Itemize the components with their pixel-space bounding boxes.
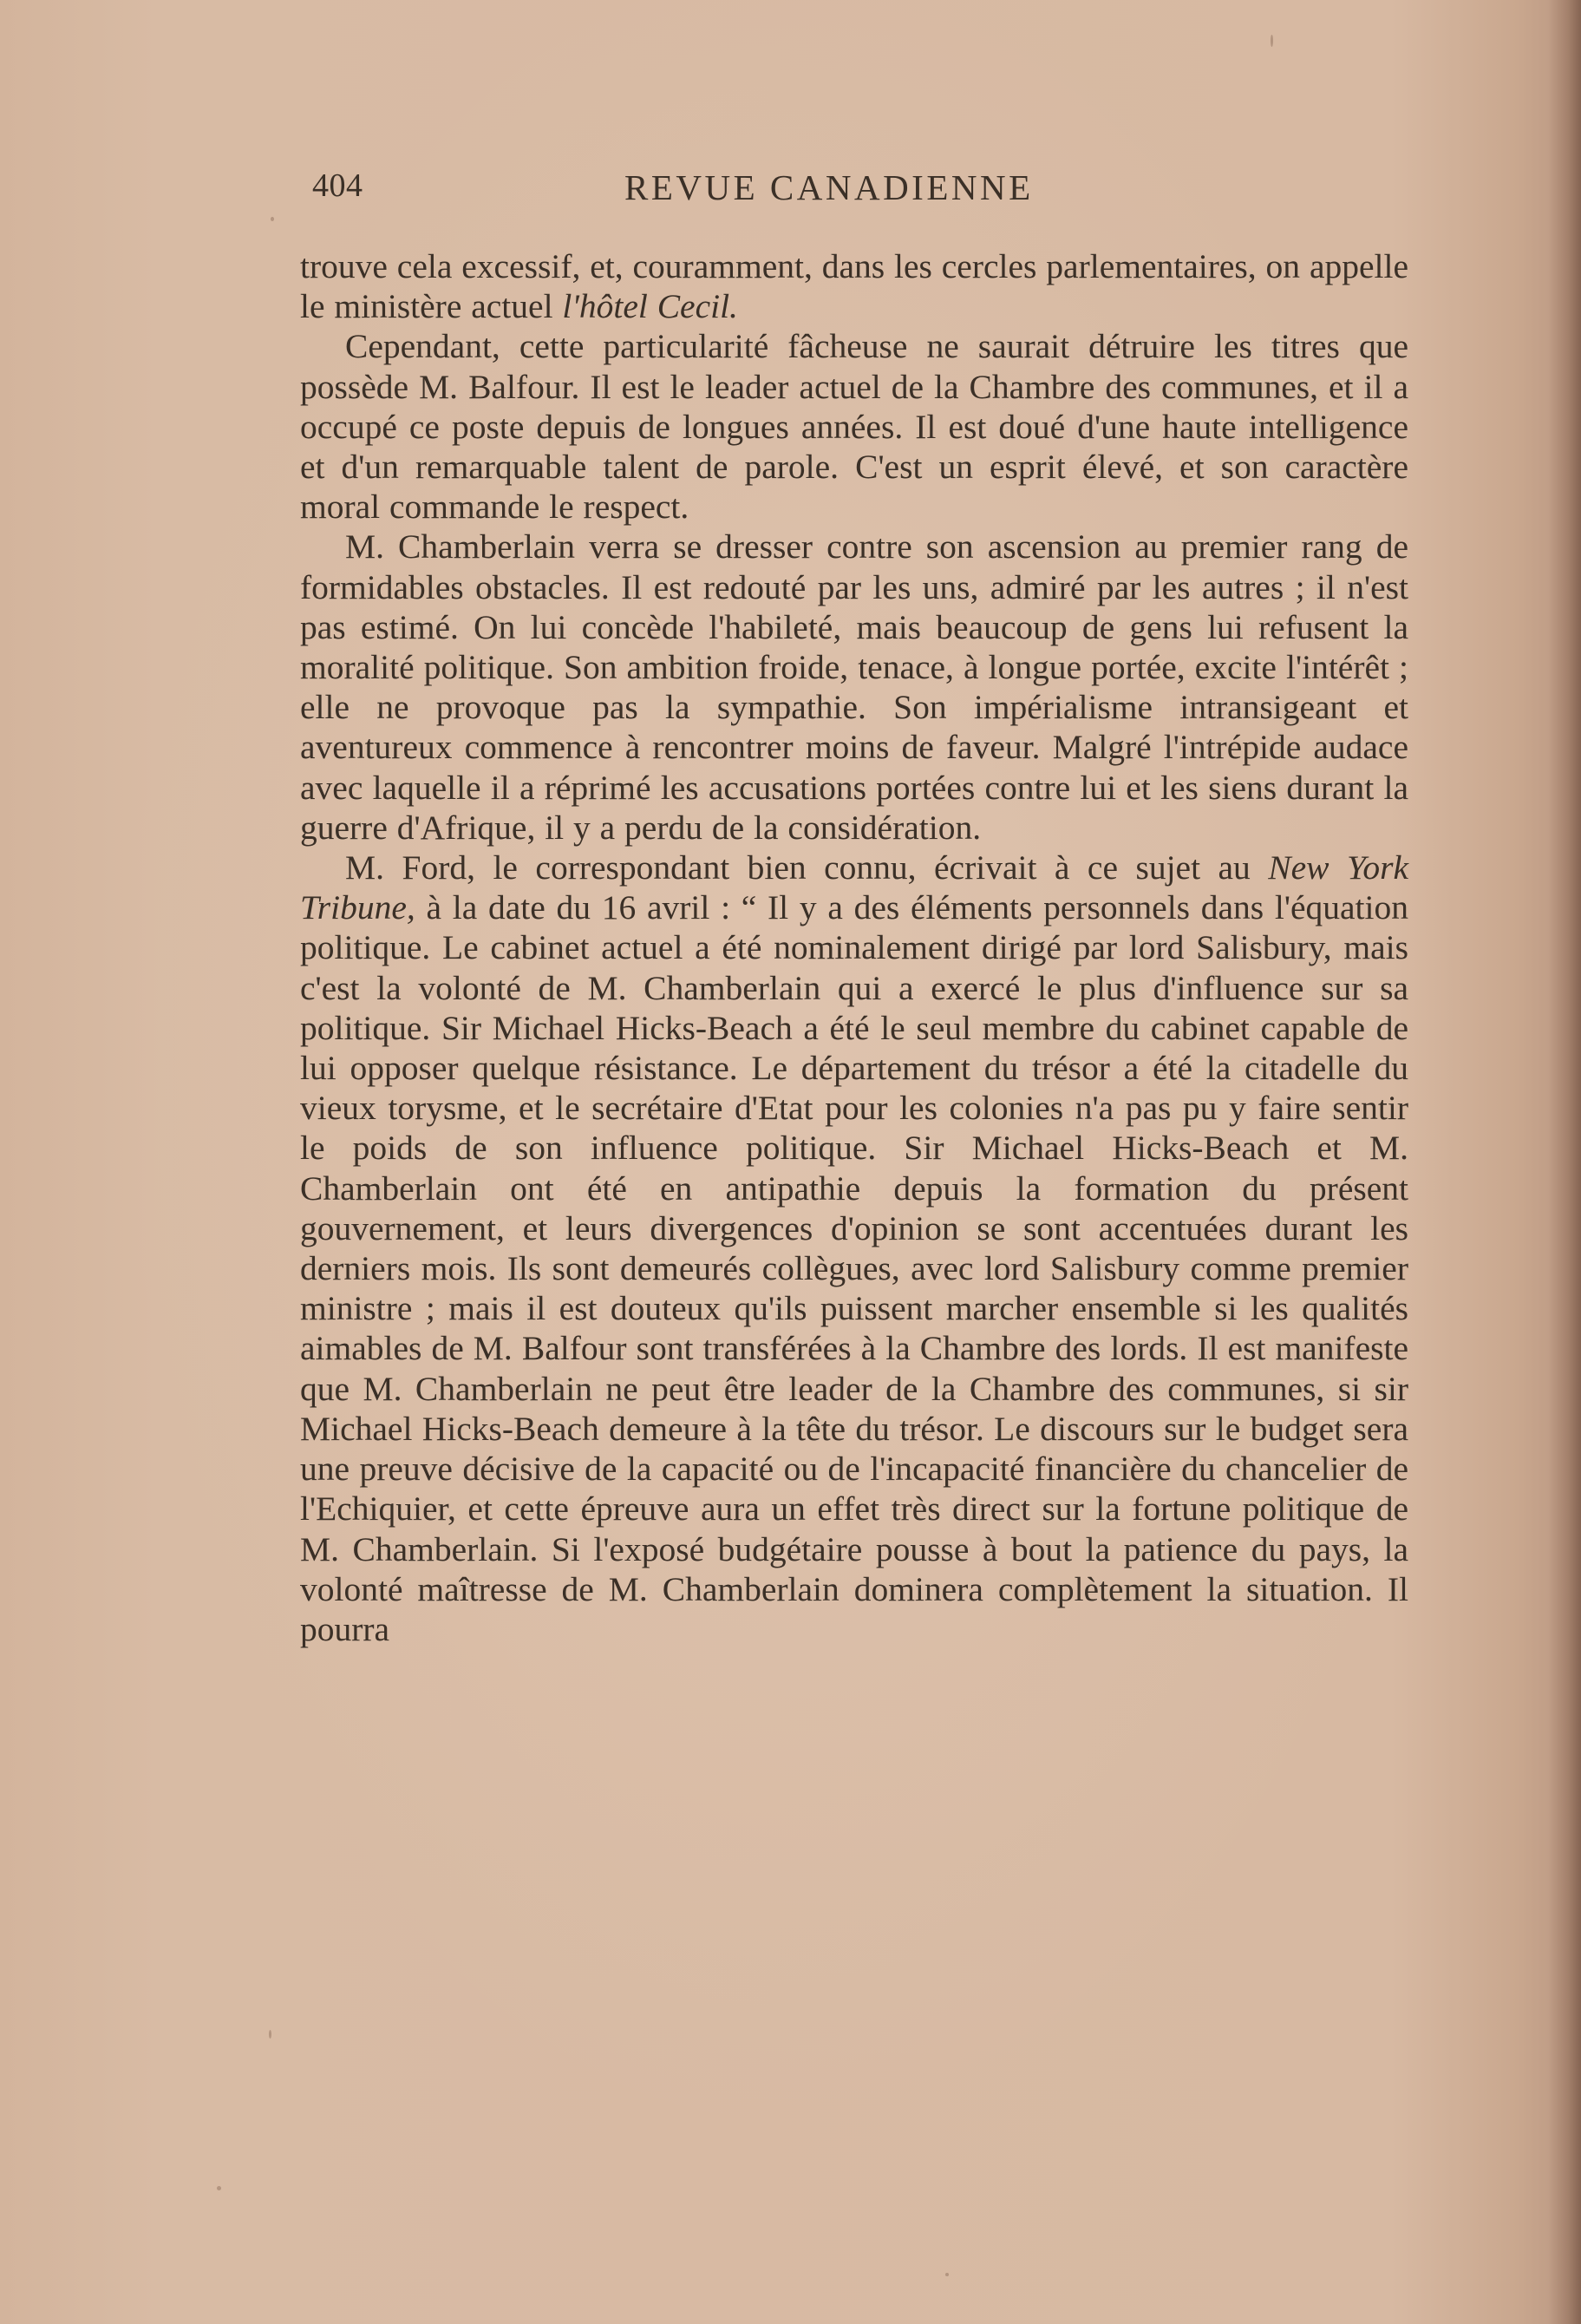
running-title: REVUE CANADIENNE — [624, 167, 1034, 207]
paragraph-4-after: à la date du 16 avril : “ Il y a des éléments personnels dans l'équation politique. Le cabinet actuel a été nominalement dirigé par lord Salisbury, mais c'est la volonté de M. Chamberlain qui a exercé le plus d'influence sur sa politique. Sir Michael Hicks-Beach a été le seul membre du cabinet capable de lui opposer quelque résistance. Le département du trésor a été la citadelle du vieux torysme, et le secrétaire d'Etat pour les colonies n'a pas pu y faire sentir le poids de son influence politique. Sir Michael Hicks-Beach et M. Chamberlain ont été en antipathie depuis la formation du présent gouvernement, et leurs divergences d'opinion se sont accentuées durant les derniers mois. Ils sont demeurés collègues, avec lord Salisbury comme premier ministre ; mais il est douteux qu'ils puissent marcher ensemble si les qualités aimables de M. Balfour sont transférées à la Chambre des lords. Il est manifeste que M. Chamberlain ne peut être leader de la Chambre des communes, si sir Michael Hicks-Beach demeure à la tête du trésor. Le discours sur le budget sera une preuve décisive de la capacité ou de l'incapacité financière du chancelier de l'Echiquier, et cette épreuve aura un effet très direct sur la fortune politique de M. Chamberlain. Si l'exposé budgétaire pousse à bout la patience du pays, la volonté maîtresse de M. Chamberlain dominera complètement la situation. Il pourra — [300, 888, 1408, 1648]
paragraph-1-italic: l'hôtel Cecil. — [562, 287, 738, 326]
paragraph-3: M. Chamberlain verra se dresser contre son ascension au premier rang de formidables obstacles. Il est redouté par les uns, admiré par les autres ; il n'est pas estimé. On lui concède l'habileté, mais beaucoup de gens lui refusent la moralité politique. Son ambition froide, tenace, à longue portée, excite l'intérêt ; elle ne provoque pas la sympathie. Son impérialisme intransigeant et aventureux commence à rencontrer moins de faveur. Malgré l'intrépide audace avec laquelle il a réprimé les accusations portées contre lui et les siens durant la guerre d'Afrique, il y a perdu de la considération. — [300, 527, 1408, 847]
page-header — [310, 163, 1405, 224]
page-number: 404 — [312, 167, 363, 204]
paper-speck — [269, 2030, 271, 2039]
paragraph-1 — [300, 246, 1408, 326]
paragraph-2: Cependant, cette particularité fâcheuse ne saurait détruire les titres que possède M. Balfour. Il est le leader actuel de la Chambre des communes, et il a occupé ce poste depuis de longues années. Il est doué d'une haute intelligence et d'un remarquable talent de parole. C'est un esprit élevé, et son caractère moral commande le respect. — [300, 327, 1408, 527]
paragraph-4 — [300, 848, 1408, 1649]
paper-speck — [217, 2186, 221, 2190]
paragraph-4-text: M. Ford, le correspondant bien connu, écrivait à ce sujet au — [345, 848, 1269, 887]
paper-speck — [271, 217, 274, 221]
paragraph-1-text: trouve cela excessif, et, couramment, dans les cercles parlementaires, on appelle le ministère actuel — [300, 247, 1408, 326]
paragraph-4-italic: New York Tribune, — [300, 848, 1408, 927]
paper-speck — [1271, 35, 1273, 47]
body-text — [300, 246, 1408, 1649]
paper-speck — [945, 2273, 949, 2276]
page-edge-shadow — [1548, 0, 1581, 2324]
